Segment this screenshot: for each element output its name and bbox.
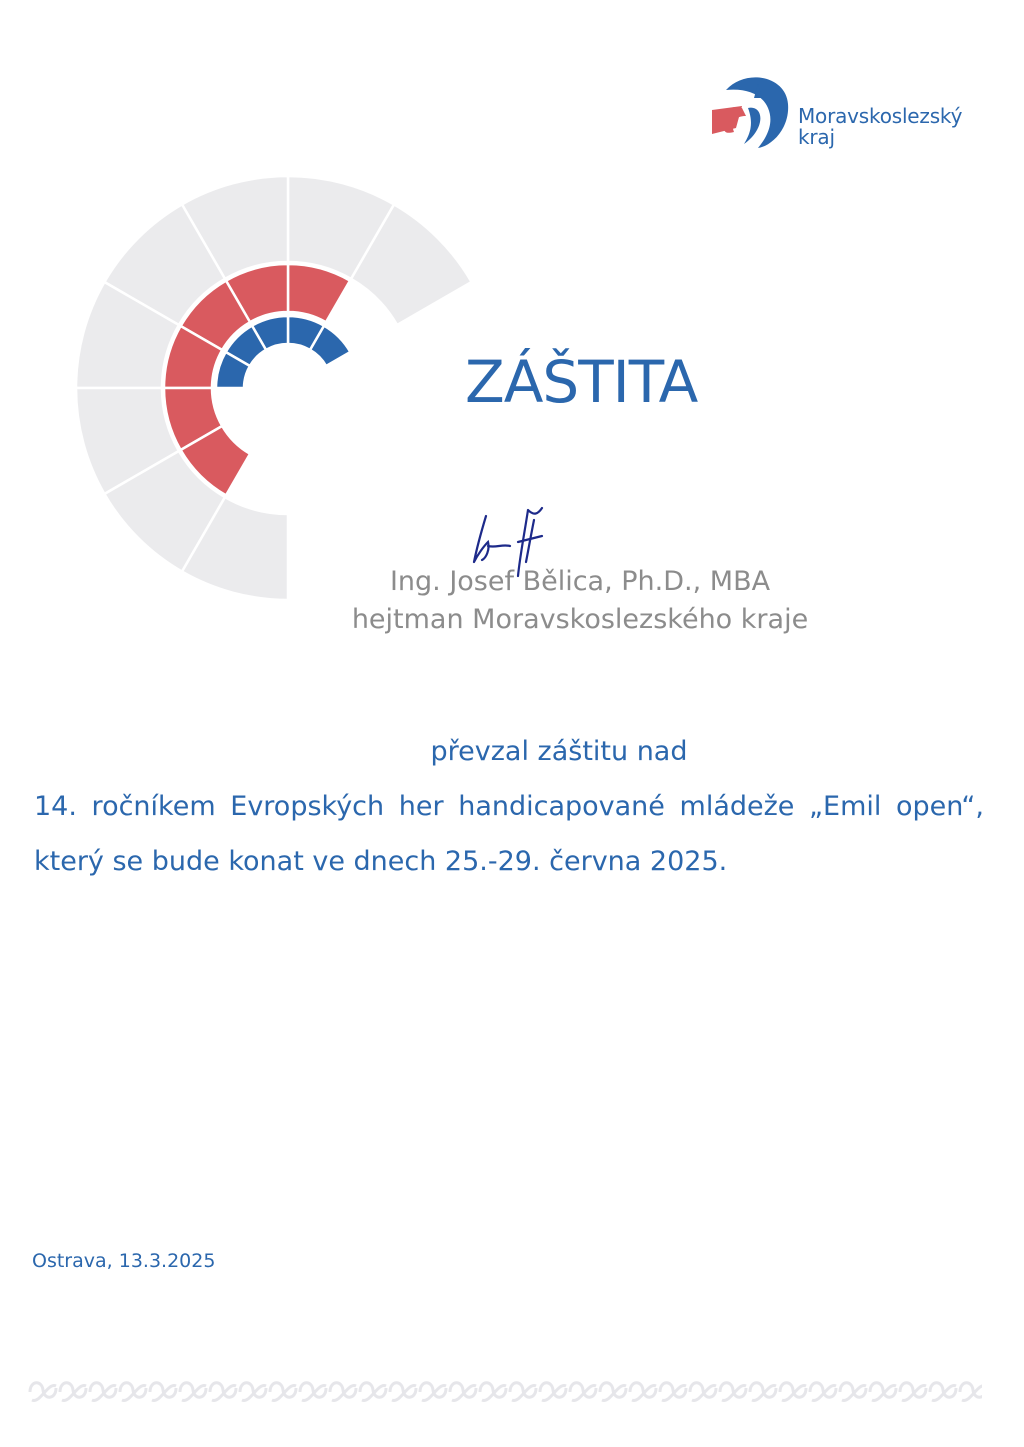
emblem-outer-segment (104, 204, 225, 325)
emblem-middle-segment (181, 426, 250, 495)
border-ornament (450, 1383, 476, 1401)
border-ornament (780, 1383, 806, 1401)
emblem-outer-segment (76, 388, 179, 494)
emblem-inner-segment (216, 352, 250, 388)
border-ornament (480, 1383, 506, 1401)
logo-line-1: Moravskoslezský (798, 104, 963, 128)
border-ornament (870, 1383, 896, 1401)
border-ornament (930, 1383, 956, 1401)
emblem-outer-segment (182, 176, 288, 279)
emblem-middle-segment (164, 388, 222, 450)
document-title: ZÁŠTITA (465, 348, 698, 416)
event-name-line: 14. ročníkem Evropských her handicapované mládeže „Emil open“, (34, 791, 984, 822)
border-ornament (210, 1383, 236, 1401)
border-ornament (510, 1383, 536, 1401)
signer-role: hejtman Moravskoslezského kraje (351, 604, 809, 635)
border-ornament (810, 1383, 836, 1401)
border-ornament (690, 1383, 716, 1401)
emblem-middle-segment (288, 264, 350, 322)
border-ornament (420, 1383, 446, 1401)
border-ornament (960, 1383, 982, 1401)
border-ornament (390, 1383, 416, 1401)
border-ornament (600, 1383, 626, 1401)
emblem-middle-segment (181, 281, 250, 350)
border-ornament (180, 1383, 206, 1401)
border-ornament (330, 1383, 356, 1401)
border-ornament (750, 1383, 776, 1401)
border-ornament (300, 1383, 326, 1401)
emblem-outer-segment (351, 204, 472, 325)
border-ornament (660, 1383, 686, 1401)
patronage-statement: převzal záštitu nad (430, 736, 688, 767)
logo-text (798, 106, 962, 148)
decorative-border (22, 1374, 982, 1410)
emblem-inner-segment (226, 326, 266, 366)
border-ornament (630, 1383, 656, 1401)
border-ornament (360, 1383, 386, 1401)
border-ornament (240, 1383, 266, 1401)
border-ornament (270, 1383, 296, 1401)
emblem-inner-segment (252, 316, 288, 350)
border-ornament (540, 1383, 566, 1401)
place-and-date: Ostrava, 13.3.2025 (32, 1250, 216, 1272)
border-ornament (840, 1383, 866, 1401)
region-logo (706, 70, 966, 160)
border-ornament (120, 1383, 146, 1401)
emblem-outer-segment (76, 282, 179, 388)
emblem-middle-segment (226, 264, 288, 322)
border-ornament (900, 1383, 926, 1401)
border-ornament (570, 1383, 596, 1401)
emblem-inner-segment (288, 316, 324, 350)
event-date-line: který se bude konat ve dnech 25.-29. června 2025. (34, 846, 728, 877)
emblem-middle-segment (164, 326, 222, 388)
signer-name: Ing. Josef Bělica, Ph.D., MBA (389, 566, 771, 597)
logo-line-2: kraj (798, 125, 835, 149)
border-ornament (90, 1383, 116, 1401)
border-ornament (30, 1383, 56, 1401)
emblem-outer-segment (288, 176, 394, 279)
border-ornament (60, 1383, 86, 1401)
emblem-inner-segment (310, 326, 350, 366)
border-ornament (720, 1383, 746, 1401)
emblem-outer-segment (104, 451, 225, 572)
border-ornament (150, 1383, 176, 1401)
logo-symbol-icon (706, 70, 796, 160)
